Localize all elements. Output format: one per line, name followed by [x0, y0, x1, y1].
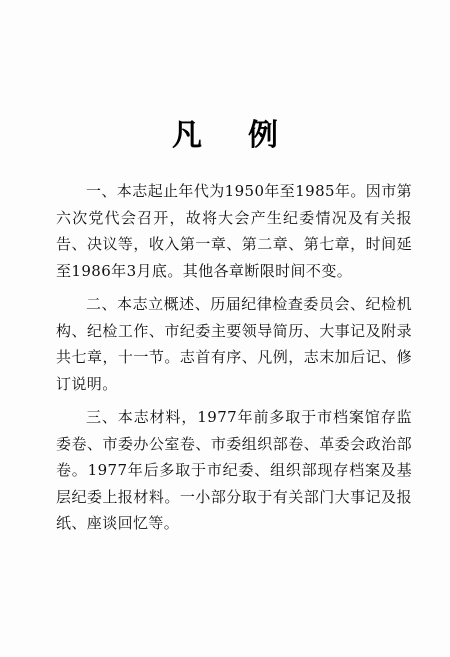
document-body — [56, 178, 412, 537]
paragraph-3: 三、本志材料，1977年前多取于市档案馆存监委卷、市委办公室卷、市委组织部卷、革委会政治部卷。1977年后多取于市纪委、组织部现存档案及基层纪委上报材料。一小部分取于有关部门大事记及报纸、座谈回忆等。 — [56, 408, 412, 532]
paragraph-2: 二、本志立概述、历届纪律检查委员会、纪检机构、纪检工作、市纪委主要领导简历、大事记及附录共七章，十一节。志首有序、凡例，志末加后记、修订说明。 — [56, 295, 412, 393]
paragraph-1: 一、本志起止年代为1950年至1985年。因市第六次党代会召开，故将大会产生纪委情况及有关报告、决议等，收入第一章、第二章、第七章，时间延至1986年3月底。其他各章断限时间不变。 — [56, 182, 412, 280]
page-title: 凡例 — [172, 118, 324, 153]
